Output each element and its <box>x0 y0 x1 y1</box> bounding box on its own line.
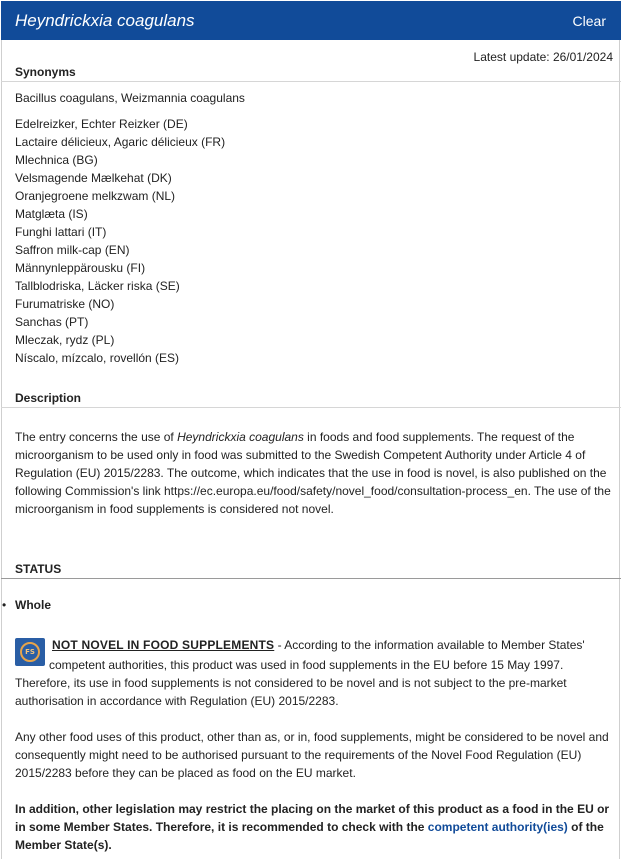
status-bullet-label: Whole <box>15 598 51 612</box>
status-divider <box>1 578 621 579</box>
status-bullet <box>2 598 51 612</box>
description-heading: Description <box>15 391 82 405</box>
status-paragraph-3-before: In addition, other legislation may restrict the placing on the market of this product as a food in the EU or in some Member States. Therefore, it is recommended to check with the <box>15 802 610 834</box>
description-text <box>15 428 612 518</box>
synonyms-scientific: Bacillus coagulans, Weizmannia coagulans <box>15 91 245 105</box>
title-bar <box>1 1 621 40</box>
synonym-item: Matglæta (IS) <box>15 207 88 221</box>
description-text-after: in foods and food supplements. The request of the microorganism to be used only in food was submitted to the Swedish Competent Authority under Article 4 of Regulation (EU) 2015/2283. The outcome, which indicates that the use in food is novel, is also published on the following Commission's link https://ec.europa.eu/food/safety/novel_food/consultation-process_en. The use of the microorganism in food supplements is considered not novel. <box>15 430 611 516</box>
synonym-item: Velsmagende Mælkehat (DK) <box>15 171 172 185</box>
status-first-line <box>52 638 585 652</box>
clear-button[interactable]: Clear <box>572 12 606 29</box>
synonym-item: Oranjegroene melkzwam (NL) <box>15 189 176 203</box>
status-first-line-rest: - According to the information available to Member States' <box>274 638 585 652</box>
page-title: Heyndrickxia coagulans <box>15 10 195 30</box>
bullet-dot: • <box>2 598 7 612</box>
status-paragraph-2: Any other food uses of this product, other than as, or in, food supplements, might be considered to be novel and consequently might need to be authorised pursuant to the requirements of the Novel Food Regulation (EU) 2015/2283 before they can be placed as food on the EU market. <box>15 730 609 780</box>
synonym-item: Lactaire délicieux, Agaric délicieux (FR) <box>15 135 226 149</box>
status-paragraph-3 <box>15 800 612 854</box>
description-text-before: The entry concerns the use of <box>15 430 178 444</box>
competent-authority-link[interactable]: competent authority(ies) <box>427 820 568 834</box>
synonym-item: Sanchas (PT) <box>15 315 89 329</box>
synonym-item: Edelreizker, Echter Reizker (DE) <box>15 117 188 131</box>
synonym-item: Männynleppärousku (FI) <box>15 261 146 275</box>
status-label: NOT NOVEL IN FOOD SUPPLEMENTS <box>52 638 275 652</box>
synonym-item: Mleczak, rydz (PL) <box>15 333 115 347</box>
status-heading: STATUS <box>15 562 62 576</box>
food-supplement-icon-badge: FS <box>20 642 40 662</box>
synonym-item: Mlechnica (BG) <box>15 153 98 167</box>
status-paragraph-1: competent authorities, this product was used in food supplements in the EU before 15 May 1997. Therefore, its use in food supplements is not considered to be novel and is not subject to the pre-market authorisation in accordance with Regulation (EU) 2015/2283. <box>15 658 567 708</box>
synonyms-heading: Synonyms <box>15 65 76 79</box>
synonyms-divider <box>1 81 621 82</box>
synonym-item: Níscalo, mízcalo, rovellón (ES) <box>15 351 180 365</box>
description-species: Heyndrickxia coagulans <box>177 430 304 444</box>
synonym-item: Tallblodriska, Läcker riska (SE) <box>15 279 180 293</box>
synonym-item: Furumatriske (NO) <box>15 297 115 311</box>
status-paragraph-3-after: of the Member State(s). <box>15 820 604 852</box>
synonym-item: Saffron milk-cap (EN) <box>15 243 130 257</box>
synonym-item: Funghi lattari (IT) <box>15 225 107 239</box>
description-divider <box>1 407 621 408</box>
latest-update: Latest update: 26/01/2024 <box>473 50 613 64</box>
